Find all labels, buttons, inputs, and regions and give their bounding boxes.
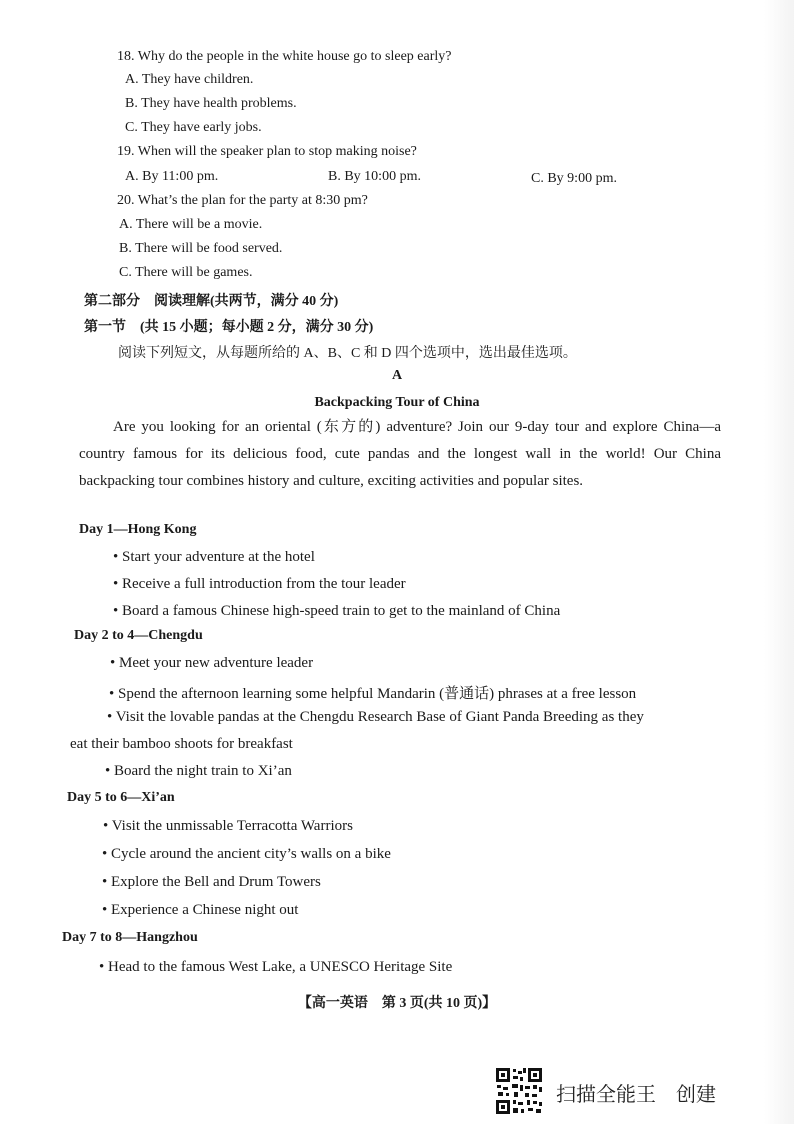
question-19-stem: 19. When will the speaker plan to stop making noise?	[117, 144, 417, 159]
question-19-option-a: A. By 11:00 pm.	[125, 169, 219, 184]
question-20-option-c: C. There will be games.	[119, 265, 253, 280]
passage-intro: Are you looking for an oriental (东方的) adventure? Join our 9-day tour and explore China—a country famous for its delicious food, cute pandas and the longest wall in the world! Our China backpacking tour combines history and culture, exciting activities and popular sites.	[79, 419, 721, 489]
day-1-item: • Start your adventure at the hotel	[113, 549, 315, 565]
question-18-option-a: A. They have children.	[125, 72, 254, 87]
day-1-item: • Receive a full introduction from the tour leader	[113, 576, 406, 592]
day-2-4-item: • Meet your new adventure leader	[110, 655, 314, 671]
passage-title: Backpacking Tour of China	[314, 395, 480, 410]
question-18-option-c: C. They have early jobs.	[125, 120, 262, 135]
passage-label: A	[391, 368, 403, 383]
day-5-6-item: • Explore the Bell and Drum Towers	[102, 874, 321, 890]
qr-code-icon	[494, 1066, 544, 1116]
day-5-6-item: • Cycle around the ancient city’s walls on a bike	[102, 846, 391, 862]
day-5-6-item: • Experience a Chinese night out	[102, 902, 299, 918]
question-19-option-c: C. By 9:00 pm.	[531, 171, 617, 186]
day-1-item: • Board a famous Chinese high-speed train to get to the mainland of China	[113, 603, 561, 619]
question-19-option-b: B. By 10:00 pm.	[328, 169, 421, 184]
day-5-6-item: • Visit the unmissable Terracotta Warriors	[103, 818, 353, 834]
day-7-8-item: • Head to the famous West Lake, a UNESCO Heritage Site	[99, 959, 453, 975]
page-footer: 【高一英语 第 3 页(共 10 页)】	[297, 996, 497, 1011]
question-20-stem: 20. What’s the plan for the party at 8:30 pm?	[117, 193, 368, 208]
day-2-4-item: • Board the night train to Xi’an	[105, 763, 292, 779]
question-20-option-a: A. There will be a movie.	[119, 217, 263, 232]
question-20-option-b: B. There will be food served.	[119, 241, 283, 256]
scan-shadow	[764, 0, 794, 1124]
day-2-4-item: • Visit the lovable pandas at the Chengdu Research Base of Giant Panda Breeding as they	[107, 709, 644, 725]
question-18-option-b: B. They have health problems.	[125, 96, 297, 111]
day-2-4-item-continued: eat their bamboo shoots for breakfast	[70, 736, 293, 752]
day-2-4-item: • Spend the afternoon learning some helpful Mandarin (普通话) phrases at a free lesson	[109, 686, 637, 702]
day-7-8-heading: Day 7 to 8—Hangzhou	[62, 930, 198, 945]
question-18-stem: 18. Why do the people in the white house go to sleep early?	[117, 49, 452, 64]
subsection-title: 第一节 (共 15 小题；每小题 2 分，满分 30 分)	[84, 320, 374, 335]
instructions: 阅读下列短文，从每题所给的 A、B、C 和 D 四个选项中，选出最佳选项。	[118, 346, 577, 361]
scanner-watermark: 扫描全能王 创建	[556, 1082, 716, 1106]
part-title: 第二部分 阅读理解(共两节，满分 40 分)	[84, 294, 339, 309]
day-2-4-heading: Day 2 to 4—Chengdu	[74, 628, 203, 643]
day-5-6-heading: Day 5 to 6—Xi’an	[67, 790, 175, 805]
day-1-heading: Day 1—Hong Kong	[79, 522, 197, 537]
